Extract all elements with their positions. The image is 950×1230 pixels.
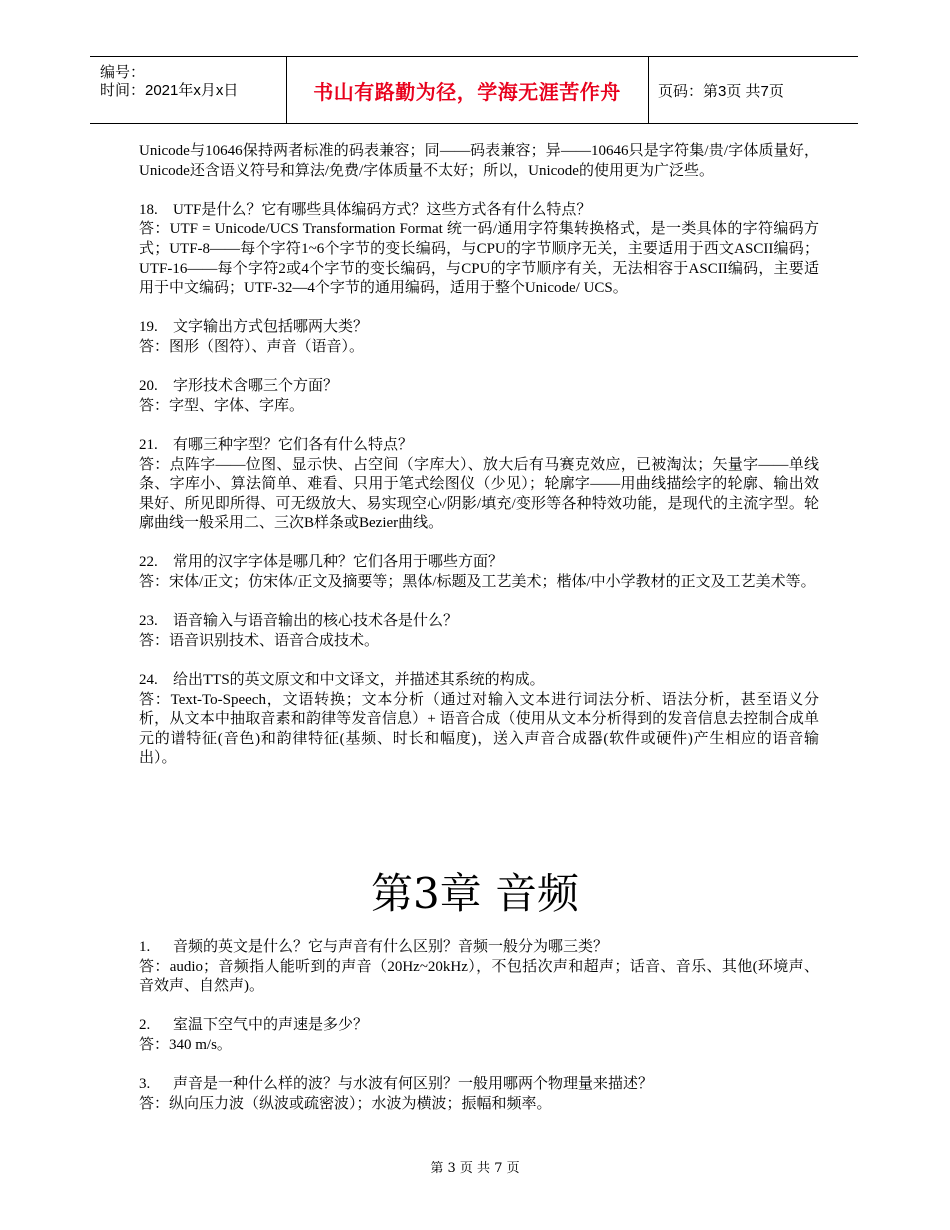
qa-item-21: [139, 436, 819, 534]
qa-item-1: [139, 938, 819, 997]
qa-item-24: [139, 671, 819, 769]
question: [139, 671, 819, 691]
question: [139, 1016, 819, 1036]
chapter-content: [139, 938, 819, 1114]
qa-item-23: [139, 612, 819, 651]
question-text: UTF是什么？它有哪些具体编码方式？这些方式各有什么特点？: [173, 201, 592, 218]
question-text: 声音是一种什么样的波？与水波有何区别？一般用哪两个物理量来描述？: [173, 1076, 654, 1093]
main-content: [139, 142, 819, 769]
header-page-info: 页码：第3页 共7页: [658, 82, 784, 100]
answer: 答：宋体/正文；仿宋体/正文及摘要等；黑体/标题及工艺美术；楷体/中小学教材的正文及工艺美术等。: [139, 574, 816, 591]
qa-item-20: [139, 377, 819, 416]
date-line: 时间：2021年x月x日: [100, 82, 239, 99]
question: [139, 612, 819, 632]
header-left-cell: [90, 57, 287, 123]
question: [139, 938, 819, 958]
question-text: 音频的英文是什么？它与声音有什么区别？音频一般分为哪三类？: [173, 939, 609, 955]
answer: 答：UTF = Unicode/UCS Transformation Format 统一码/通用字符集转换格式，是一类具体的字符编码方式；UTF-8——每个字符1~6个字节的变长编码，与CPU的字节顺序无关，主要适用于西文ASCII编码；UTF-16——每个字符2或4个字节的变长编码，与CPU的字节顺序有关，无法相容于ASCII编码，主要适用于中文编码；UTF-32—4个字节的通用编码，适用于整个Unicode/ UCS。: [139, 221, 819, 297]
question-number: 23.: [139, 613, 158, 630]
question: [139, 201, 819, 221]
answer: 答：纵向压力波（纵波或疏密波）；水波为横波；振幅和频率。: [139, 1095, 552, 1112]
qa-item-3: [139, 1075, 819, 1114]
question-text: 字形技术含哪三个方面？: [173, 378, 339, 395]
question-number: 19.: [139, 319, 158, 336]
question-text: 文字输出方式包括哪两大类？: [173, 319, 369, 336]
answer: 答：Text-To-Speech，文语转换；文本分析（通过对输入文本进行词法分析、语法分析，甚至语义分析，从文本中抽取音素和韵律等发音信息）+ 语音合成（使用从文本分析得到的发音信息去控制合成单元的谱特征(音色)和韵律特征(基频、时长和幅度)，送入声音合成器(软件或硬件)产生相应的语音输出）。: [139, 691, 819, 767]
question-number: 22.: [139, 554, 158, 571]
qa-item-19: [139, 318, 819, 357]
page-header: [90, 56, 858, 124]
question-text: 给出TTS的英文原文和中文译文，并描述其系统的构成。: [173, 672, 545, 689]
question: [139, 1075, 819, 1095]
chapter-title: 第3章 音频: [370, 869, 580, 918]
answer: 答：语音识别技术、语音合成技术。: [139, 632, 380, 649]
page-footer: 第 3 页 共 7 页: [430, 1161, 520, 1176]
answer: 答：图形（图符）、声音（语音）。: [139, 338, 365, 355]
question-number: 2.: [139, 1017, 151, 1034]
question: [139, 553, 819, 573]
answer: 答：点阵字——位图、显示快、占空间（字库大）、放大后有马赛克效应，已被淘汰；矢量字——单线条、字库小、算法简单、难看、只用于笔式绘图仪（少见）；轮廓字——用曲线描绘字的轮廓、输出效果好、所见即所得、可无级放大、易实现空心/阴影/填充/变形等各种特效功能，是现代的主流字型。轮廓曲线一般采用二、三次B样条或Bezier曲线。: [139, 456, 819, 532]
question-text: 常用的汉字字体是哪几种？它们各用于哪些方面？: [173, 554, 504, 571]
answer: 答：字型、字体、字库。: [139, 397, 305, 414]
header-page-cell: [648, 57, 858, 123]
question-text: 语音输入与语音输出的核心技术各是什么？: [173, 613, 459, 630]
question-number: 18.: [139, 201, 158, 218]
question-number: 21.: [139, 436, 158, 453]
qa-item-22: [139, 553, 819, 592]
question-text: 有哪三种字型？它们各有什么特点？: [173, 436, 414, 453]
question: [139, 436, 819, 456]
question-text: 室温下空气中的声速是多少？: [173, 1017, 369, 1034]
question: [139, 318, 819, 338]
header-motto: 书山有路勤为径，学海无涯苦作舟: [313, 79, 621, 104]
question-number: 3.: [139, 1076, 151, 1093]
header-motto-cell: [286, 57, 649, 123]
intro-paragraph: Unicode与10646保持两者标准的码表兼容；同——码表兼容；异——10646只是字符集/贵/字体质量好，Unicode还含语义符号和算法/免费/字体质量不太好；所以，Unicode的使用更为广泛些。: [139, 143, 819, 179]
question-number: 20.: [139, 378, 158, 395]
qa-item-2: [139, 1016, 819, 1055]
document-id-label: 编号：: [100, 64, 146, 81]
question-number: 24.: [139, 672, 158, 689]
qa-item-18: [139, 201, 819, 299]
question-number: 1.: [139, 939, 151, 955]
question: [139, 377, 819, 397]
answer: 答：340 m/s。: [139, 1036, 232, 1053]
answer: 答：audio；音频指人能听到的声音（20Hz~20kHz），不包括次声和超声；话音、音乐、其他(环境声、音效声、自然声)。: [139, 958, 819, 995]
